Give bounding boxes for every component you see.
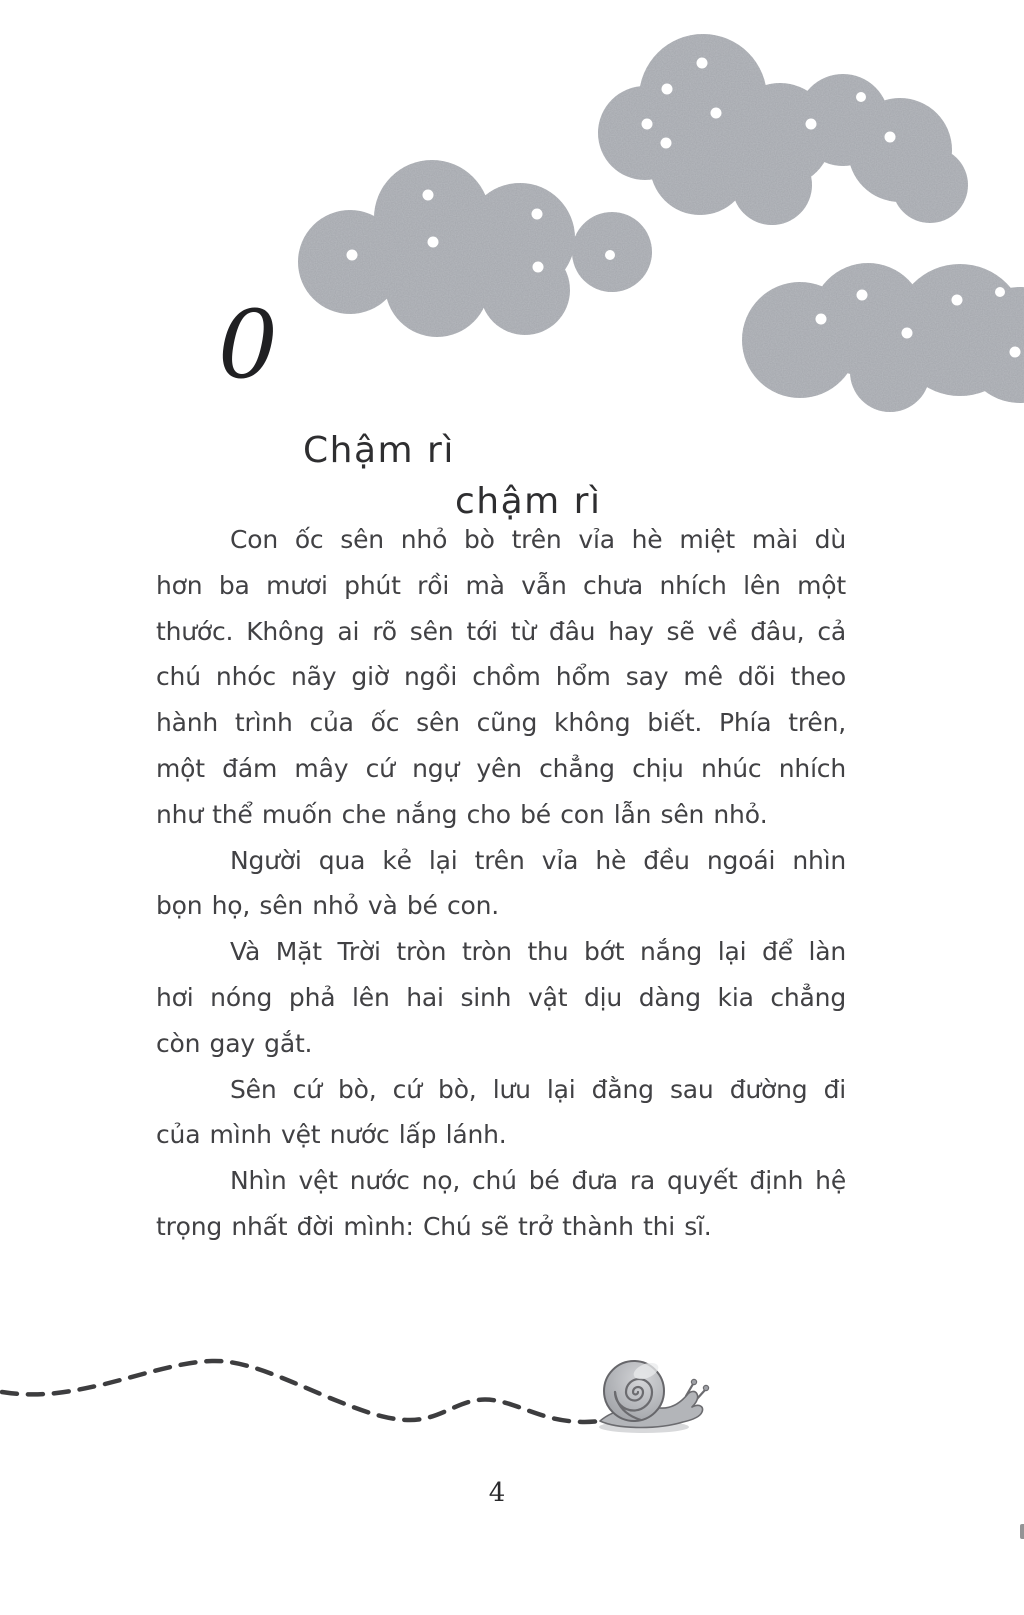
text-line: như thể muốn che nắng cho bé con lẫn sên nhỏ. [156, 799, 768, 829]
text-line: hơn ba mươi phút rồi mà vẫn chưa nhích lên một [156, 570, 846, 600]
text-line: hơi nóng phả lên hai sinh vật dịu dàng kia chẳng [156, 982, 846, 1012]
body-text [156, 517, 846, 1250]
text-line: còn gay gắt. [156, 1028, 313, 1058]
chapter-title-line2: chậm rì [455, 481, 602, 522]
cloud-right-edge-illustration [742, 263, 1024, 412]
snail-illustration [599, 1360, 709, 1433]
chapter-title-line1: Chậm rì [303, 430, 455, 471]
snail-trail-path [2, 1361, 600, 1422]
text-line: Người qua kẻ lại trên vỉa hè đều ngoái nhìn [230, 845, 846, 875]
text-line: chú nhóc nãy giờ ngồi chồm hổm say mê dõi theo [156, 662, 846, 692]
text-line: Con ốc sên nhỏ bò trên vỉa hè miệt mài dù [230, 525, 846, 554]
text-line: Sên cứ bò, cứ bò, lưu lại đằng sau đường đi [230, 1074, 846, 1104]
text-line: Nhìn vệt nước nọ, chú bé đưa ra quyết định hệ [230, 1166, 846, 1196]
text-line: thước. Không ai rõ sên tới từ đâu hay sẽ về đâu, cả [156, 616, 846, 646]
page-number: 4 [488, 1478, 506, 1508]
text-line: Và Mặt Trời tròn tròn thu bớt nắng lại để làn [230, 937, 846, 967]
chapter-number: 0 [218, 291, 278, 400]
text-line: của mình vệt nước lấp lánh. [156, 1120, 507, 1150]
page-edge-mark [1020, 1524, 1024, 1539]
text-line: trọng nhất đời mình: Chú sẽ trở thành thi sĩ. [156, 1211, 712, 1241]
text-line: hành trình của ốc sên cũng không biết. Phía trên, [156, 708, 846, 738]
cloud-middle-left-illustration [298, 160, 652, 337]
cloud-top-right-illustration [598, 34, 968, 225]
text-line: bọn họ, sên nhỏ và bé con. [156, 891, 500, 921]
text-line: một đám mây cứ ngự yên chẳng chịu nhúc nhích [156, 753, 846, 783]
